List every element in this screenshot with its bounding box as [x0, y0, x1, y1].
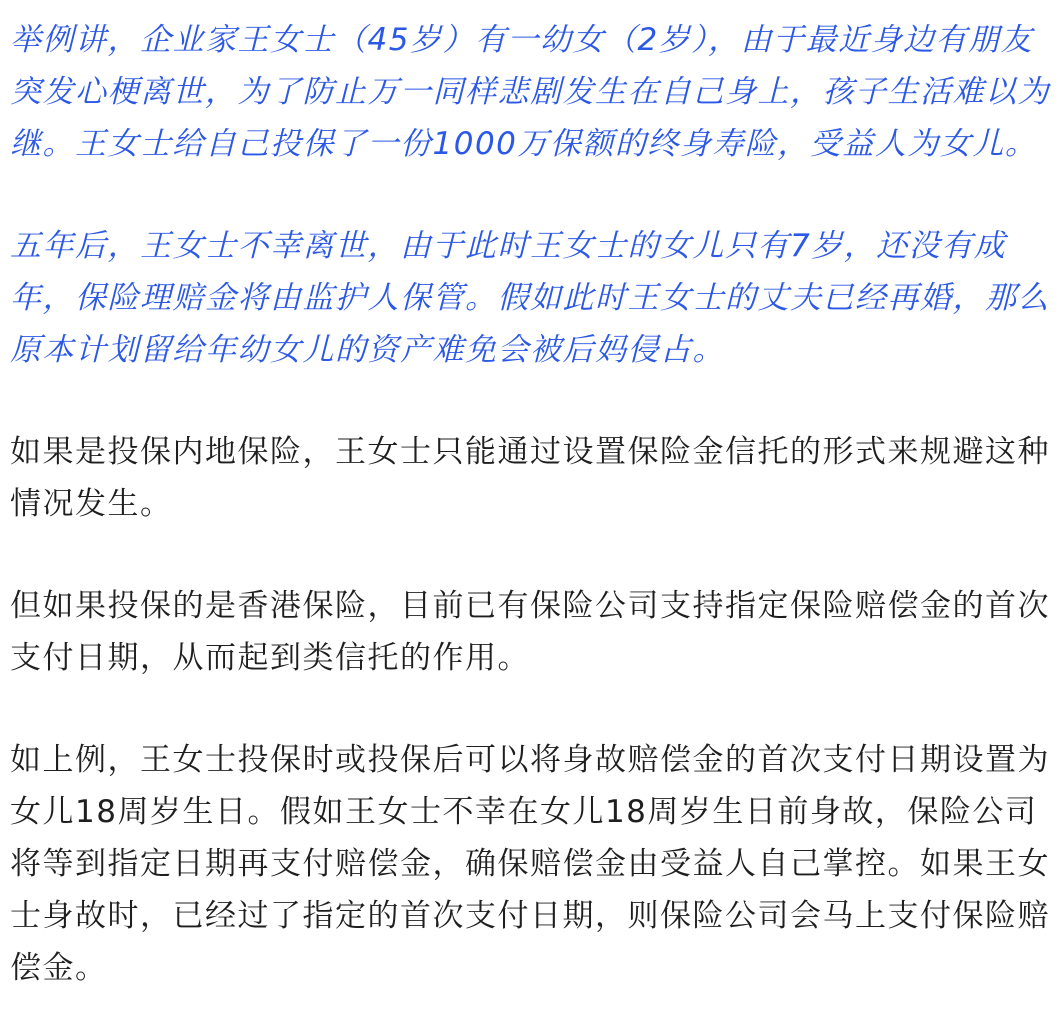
paragraph-mainland-insurance: 如果是投保内地保险，王女士只能通过设置保险金信托的形式来规避这种情况发生。: [10, 434, 1050, 522]
paragraph-five-years-later: 五年后，王女士不幸离世，由于此时王女士的女儿只有7岁，还没有成年，保险理赔金将由监护人保管。假如此时王女士的丈夫已经再婚，那么原本计划留给年幼女儿的资产难免会被后妈侵占。: [10, 228, 1050, 368]
paragraph-hong-kong-insurance: 但如果投保的是香港保险，目前已有保险公司支持指定保险赔偿金的首次支付日期，从而起到类信托的作用。: [10, 588, 1050, 676]
paragraph-payment-date-example: 如上例，王女士投保时或投保后可以将身故赔偿金的首次支付日期设置为女儿18周岁生日。假如王女士不幸在女儿18周岁生日前身故，保险公司将等到指定日期再支付赔偿金，确保赔偿金由受益人自己掌控。如果王女士身故时，已经过了指定的首次支付日期，则保险公司会马上支付保险赔偿金。: [10, 742, 1050, 986]
paragraph-example-case: 举例讲，企业家王女士（45岁）有一幼女（2岁），由于最近身边有朋友突发心梗离世，为了防止万一同样悲剧发生在自己身上，孩子生活难以为继。王女士给自己投保了一份1000万保额的终身寿险，受益人为女儿。: [10, 22, 1050, 162]
